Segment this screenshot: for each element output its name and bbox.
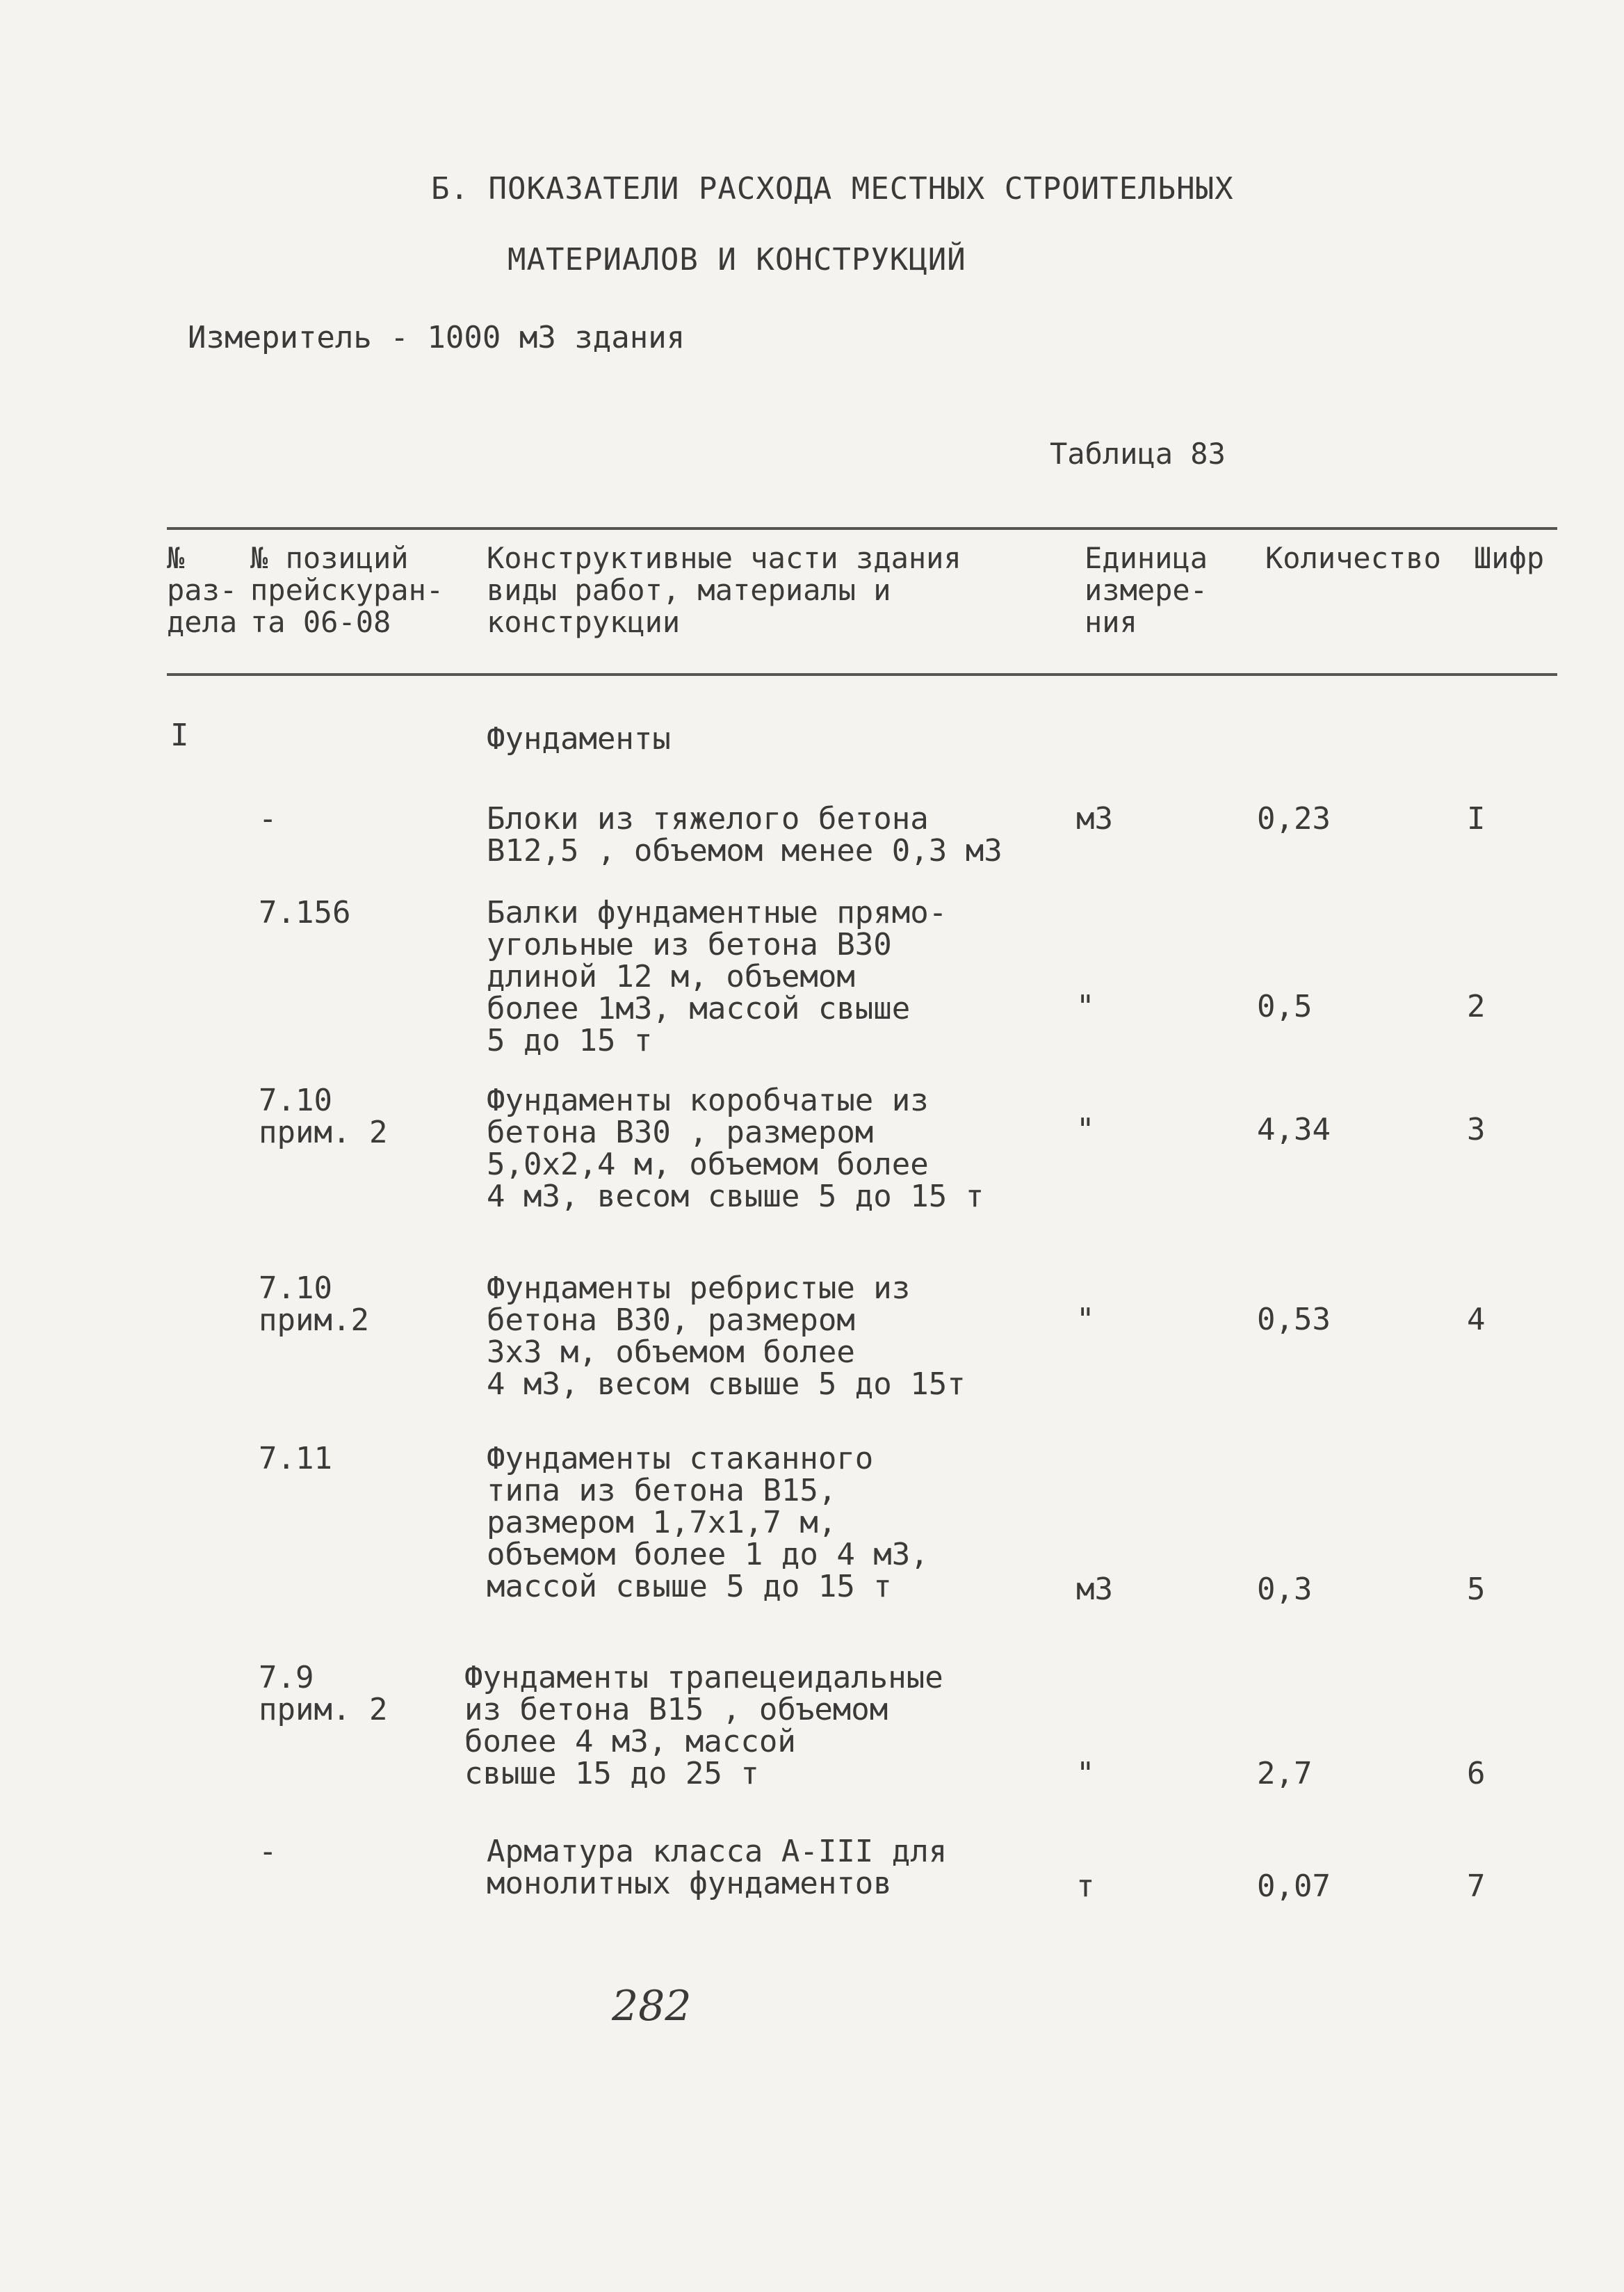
row-7-position: - [259,1834,277,1869]
row-1-description: Блоки из тяжелого бетона В12,5 , объемом менее 0,3 м3 [487,801,1002,869]
row-2-unit: " [1076,989,1095,1024]
table-top-rule [167,527,1557,530]
row-3-description: Фундаменты коробчатые из бетона В30 , размером 5,0х2,4 м, объемом более 4 м3, весом свыше 5 до 15 т [487,1083,984,1214]
row-5-position: 7.11 [259,1441,332,1476]
col-header-code: Шифр [1474,541,1545,575]
section-title: Фундаменты [487,721,671,757]
row-4-position: 7.10 прим.2 [259,1270,369,1338]
row-7-unit: т [1076,1869,1095,1904]
row-2-quantity: 0,5 [1257,989,1313,1024]
row-6-quantity: 2,7 [1257,1756,1313,1791]
row-1-unit: м3 [1076,801,1113,837]
section-number: I [170,718,189,753]
row-1-quantity: 0,23 [1257,801,1331,837]
title-line-1: Б. ПОКАЗАТЕЛИ РАСХОДА МЕСТНЫХ СТРОИТЕЛЬНЫХ [431,171,1234,207]
row-2-description: Балки фундаментные прямо- угольные из бетона В30 длиной 12 м, объемом более 1м3, массой свыше 5 до 15 т [487,895,948,1058]
row-5-code: 5 [1467,1572,1486,1607]
row-7-quantity: 0,07 [1257,1869,1331,1904]
col-header-unit: Единица измере- ния [1085,541,1208,639]
row-3-position: 7.10 прим. 2 [259,1083,388,1150]
row-3-code: 3 [1467,1112,1486,1147]
measure-unit: Измеритель - 1000 м3 здания [188,320,685,355]
row-7-code: 7 [1467,1869,1486,1904]
row-1-position: - [259,801,277,837]
col-header-description: Конструктивные части здания виды работ, материалы и конструкции [487,541,961,639]
row-6-code: 6 [1467,1756,1486,1791]
row-4-code: 4 [1467,1302,1486,1337]
page-number: 282 [612,1982,692,2031]
col-header-position: № позиций прейскуран- та 06-08 [250,541,444,639]
table-header-rule [167,673,1557,676]
row-4-quantity: 0,53 [1257,1302,1331,1337]
col-header-quantity: Количество [1265,541,1441,575]
row-5-description: Фундаменты стаканного типа из бетона В15, размером 1,7х1,7 м, объемом более 1 до 4 м3, массой свыше 5 до 15 т [487,1441,929,1604]
title-line-2: МАТЕРИАЛОВ И КОНСТРУКЦИЙ [508,242,966,277]
row-7-description: Арматура класса А-III для монолитных фундаментов [487,1834,948,1901]
row-1-code: I [1467,801,1486,837]
table-number: Таблица 83 [1050,437,1226,471]
row-6-position: 7.9 прим. 2 [259,1660,388,1727]
row-5-quantity: 0,3 [1257,1572,1313,1607]
row-3-quantity: 4,34 [1257,1112,1331,1147]
row-6-unit: " [1076,1756,1095,1791]
row-3-unit: " [1076,1112,1095,1147]
row-2-code: 2 [1467,989,1486,1024]
row-6-description: Фундаменты трапецеидальные из бетона В15 , объемом более 4 м3, массой свыше 15 до 25 т [464,1660,943,1791]
row-5-unit: м3 [1076,1572,1113,1607]
row-4-description: Фундаменты ребристые из бетона В30, размером 3х3 м, объемом более 4 м3, весом свыше 5 до 15т [487,1270,966,1402]
row-2-position: 7.156 [259,895,351,930]
col-header-section: № раз- дела [167,541,238,639]
row-4-unit: " [1076,1302,1095,1337]
